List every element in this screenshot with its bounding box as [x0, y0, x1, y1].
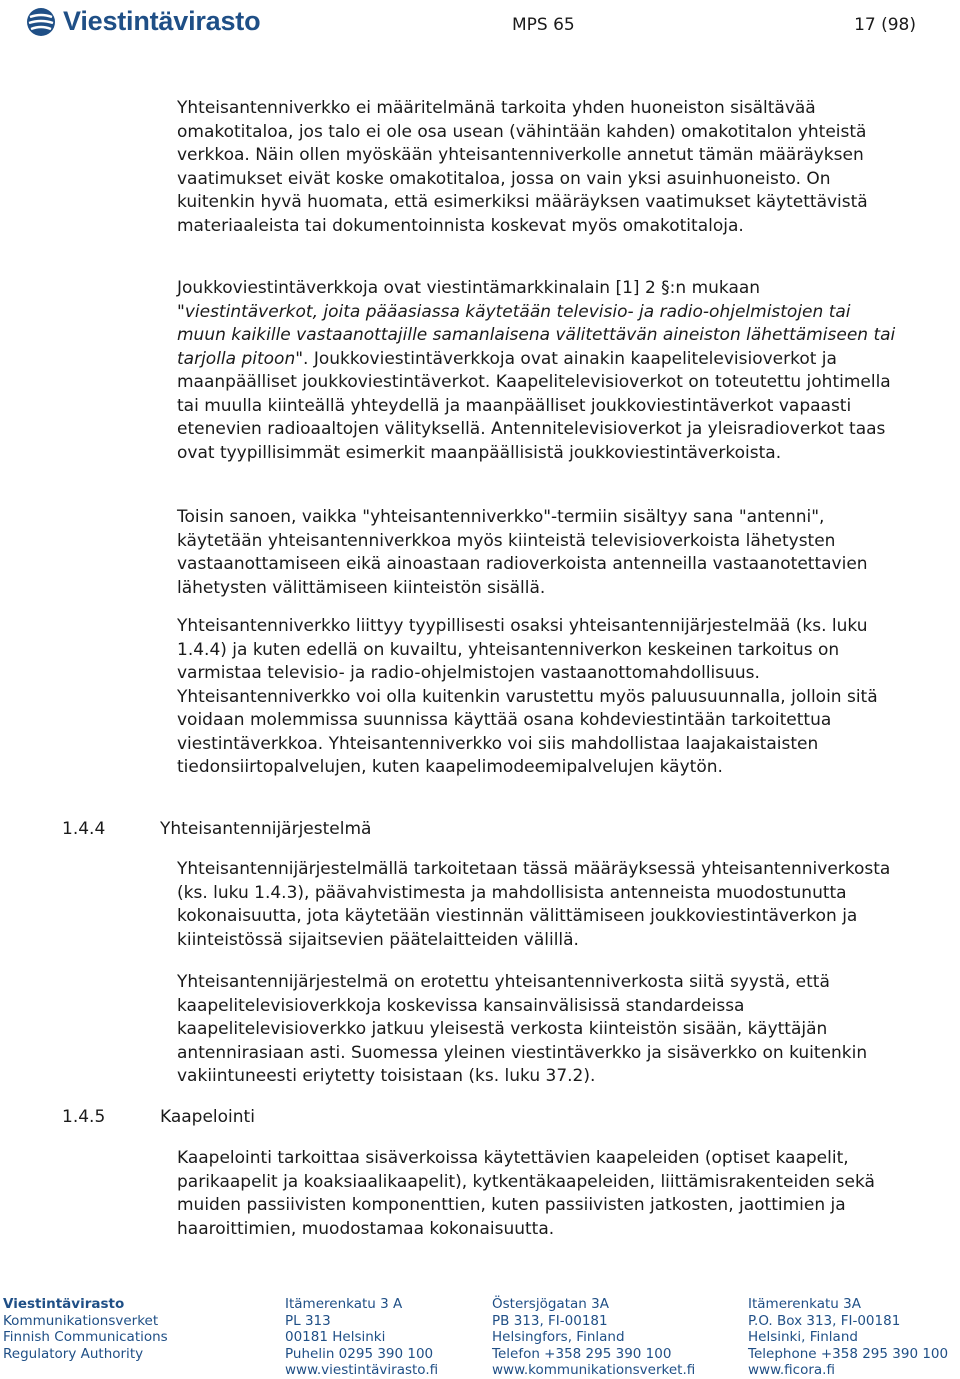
footer-line: P.O. Box 313, FI-00181 — [748, 1312, 901, 1329]
section-number: 1.4.5 — [62, 1107, 106, 1127]
page-number: 17 (98) — [854, 15, 916, 35]
paragraph: Yhteisantenniverkko ei määritelmänä tarkoita yhden huoneiston sisältävää omakotitaloa, jos talo ei ole osa usean (vähintään kahden) omakotitalon yhteistä verkkoa. Näin ollen myöskään yhteisantenniverkolle annetut tämän määräyksen vaatimukset eivät koske omakotitaloa, jossa on vain yksi asuinhuoneisto. On kuitenkin hyvä huomata, että esimerkiksi määräyksen vaatimukset käytettävistä materiaaleista tai dokumentoinnista koskevat myös omakotitaloja. — [177, 98, 868, 236]
logo-text: Viestintävirasto — [63, 6, 261, 36]
footer-column-english — [748, 1296, 948, 1379]
footer-column-finnish — [285, 1296, 438, 1379]
section-title: Kaapelointi — [160, 1107, 255, 1127]
section-heading — [62, 819, 371, 839]
footer-line: Telephone +358 295 390 100 — [748, 1345, 949, 1362]
footer-column-agency — [3, 1296, 168, 1362]
footer-line: Regulatory Authority — [3, 1345, 144, 1362]
footer-agency-name: Viestintävirasto — [3, 1296, 125, 1312]
paragraph — [177, 277, 897, 465]
footer-line: PL 313 — [285, 1312, 331, 1329]
footer-link[interactable]: www.viestintävirasto.fi — [285, 1362, 439, 1379]
footer-line: Östersjögatan 3A — [492, 1296, 609, 1312]
document-id: MPS 65 — [512, 15, 575, 35]
paragraph-text: ". Joukkoviestintäverkkoja ovat ainakin kaapelitelevisioverkot ja maanpäälliset joukkoviestintäverkot. Kaapelitelevisioverkot on toteutettu johtimella tai muulla kiinteällä yhteydellä ja maanpäälliset joukkoviestintäverkot vapaasti etenevien radioaaltojen välityksellä. Antennitelevisioverkot ja yleisradioverkot taas ovat tyypillisimmät esimerkit maanpäällisistä joukkoviestintäverkoista. — [177, 348, 891, 463]
footer-column-swedish — [492, 1296, 695, 1379]
footer-line: 00181 Helsinki — [285, 1329, 386, 1346]
footer-line: Helsingfors, Finland — [492, 1329, 625, 1346]
paragraph: Kaapelointi tarkoittaa sisäverkoissa käytettävien kaapeleiden (optiset kaapelit, parikaapelit ja koaksiaalikaapelit), kytkentäkaapeleiden, liittämisrakenteiden sekä muiden passiivisten komponenttien, kuten passiivisten jatkosten, jaottimien ja haaroittimien, muodostamaa kokonaisuutta. — [177, 1148, 875, 1239]
footer-line: Helsinki, Finland — [748, 1329, 858, 1346]
footer-line: PB 313, FI-00181 — [492, 1312, 608, 1329]
section-number: 1.4.4 — [62, 819, 106, 839]
footer-link[interactable]: www.ficora.fi — [748, 1362, 835, 1379]
footer-line: Telefon +358 295 390 100 — [492, 1345, 672, 1362]
paragraph: Yhteisantennijärjestelmä on erotettu yhteisantenniverkosta siitä syystä, että kaapelitelevisioverkkoja koskevissa kansainvälisissä standardeissa kaapelitelevisioverkko jatkuu yleisestä verkosta kiinteistön sisään, käyttäjän antennirasiaan asti. Suomessa yleinen viestintäverkko ja sisäverkko on kuitenkin vakiintuneesti eriytetty toisistaan (ks. luku 37.2). — [177, 972, 868, 1086]
section-heading — [62, 1107, 255, 1127]
logo — [26, 6, 260, 37]
footer-line: Puhelin 0295 390 100 — [285, 1345, 434, 1362]
footer-link[interactable]: www.kommunikationsverket.fi — [492, 1362, 696, 1379]
paragraph: Yhteisantennijärjestelmällä tarkoitetaan tässä määräyksessä yhteisantenniverkosta (ks. luku 1.4.3), päävahvistimesta ja mahdollisista antenneista muodostunutta kokonaisuutta, jota käytetään viestinnän välittämiseen joukkoviestintäverkon ja kiinteistössä sijaitsevien päätelaitteiden välillä. — [177, 859, 891, 950]
paragraph: Toisin sanoen, vaikka "yhteisantenniverkko"-termiin sisältyy sana "antenni", käytetään yhteisantenniverkkoa myös kiinteistä televisioverkoista lähetysten vastaanottamiseen eikä ainoastaan radioverkoista antenneilla vastaanotettavien lähetysten välittämiseen kiinteistön sisällä. — [177, 507, 868, 598]
section-title: Yhteisantennijärjestelmä — [160, 819, 372, 839]
paragraph-text: Joukkoviestintäverkkoja ovat viestintämarkkinalain [1] 2 §:n mukaan " — [177, 278, 761, 322]
footer-line: Itämerenkatu 3A — [748, 1296, 861, 1312]
logo-emblem-icon — [26, 7, 56, 37]
footer-line: Finnish Communications — [3, 1329, 168, 1346]
paragraph: Yhteisantenniverkko liittyy tyypillisesti osaksi yhteisantennijärjestelmää (ks. luku 1.4.4) ja kuten edellä on kuvailtu, yhteisantenniverkon keskeinen tarkoitus on varmistaa televisio- ja radio-ohjelmistojen vastaanottomahdollisuus. Yhteisantenniverkko voi olla kuitenkin varustettu myös paluusuunnalla, jolloin sitä voidaan molemmissa suunnissa käyttää osana kohdeviestintään tarkoitettua viestintäverkkoa. Yhteisantenniverkko voi siis mahdollistaa laajakaistaisten tiedonsiirtopalvelujen, kuten kaapelimodeemipalvelujen käytön. — [177, 616, 878, 777]
quoted-definition: viestintäverkot, joita pääasiassa käytetään televisio- ja radio-ohjelmistojen tai muun kaikille vastaanottajille samanlaisena välitettävän aineiston lähettämiseen tai tarjolla pitoon — [177, 301, 896, 369]
footer-line: Kommunikationsverket — [3, 1312, 159, 1329]
footer-line: Itämerenkatu 3 A — [285, 1296, 403, 1312]
